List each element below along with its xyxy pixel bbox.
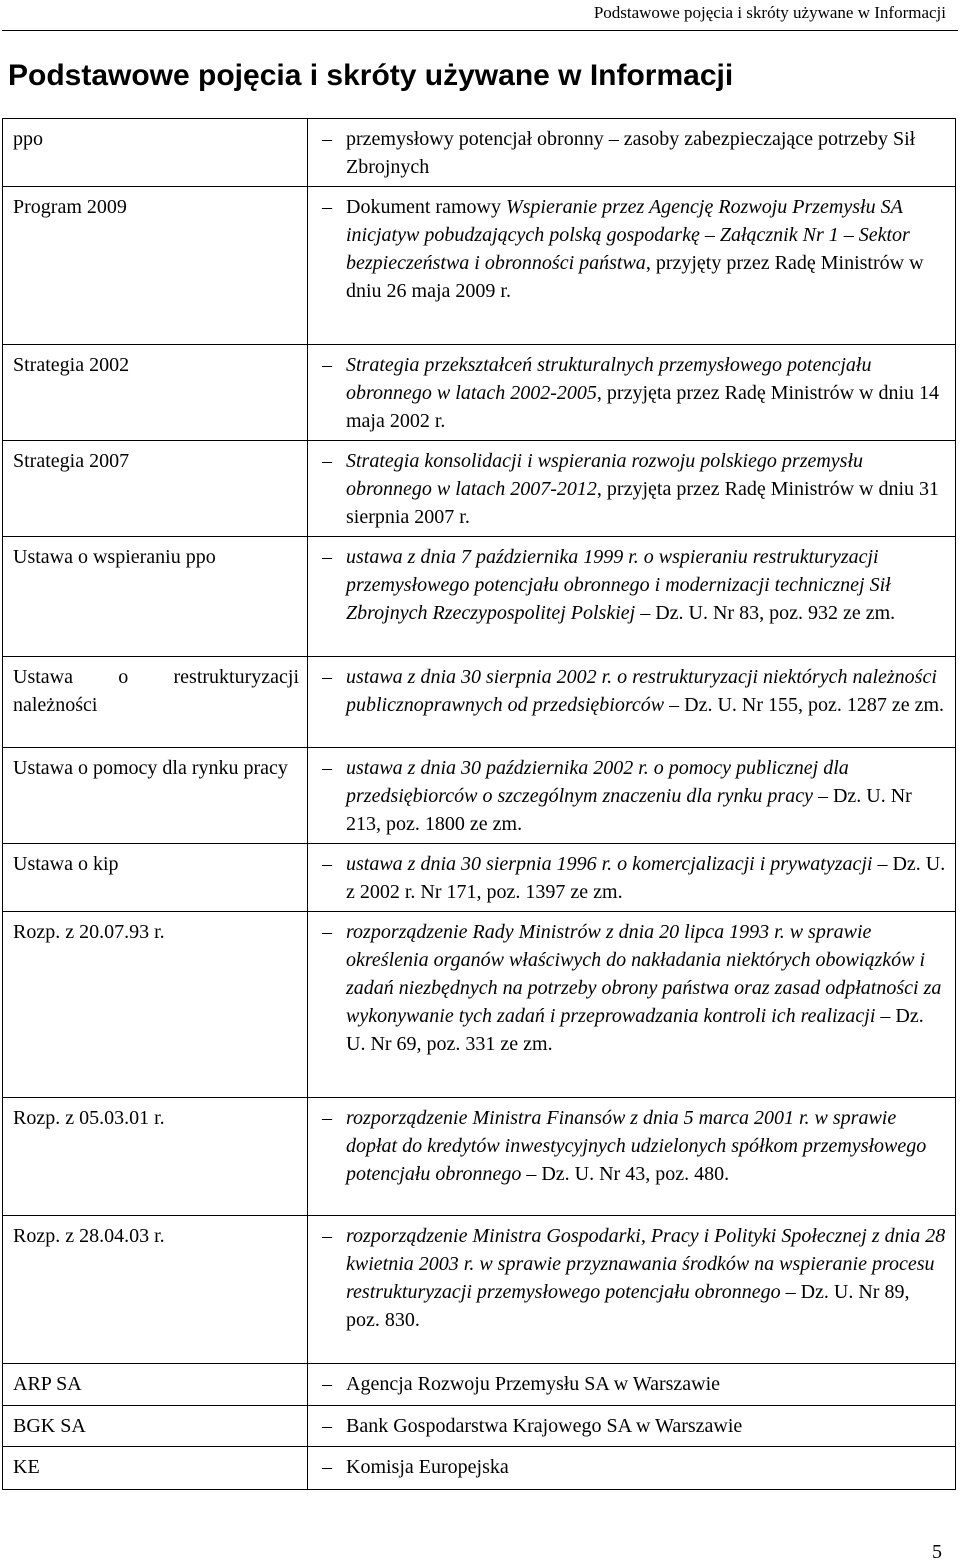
table-row — [3, 441, 956, 537]
table-row — [3, 1406, 956, 1447]
table-row — [3, 1098, 956, 1216]
term-cell — [3, 912, 308, 1098]
definition-dash: – — [322, 354, 332, 376]
definition-italic-segment: ustawa z dnia 30 października 2002 r. o pomocy publicznej dla przedsiębiorców o szczególnym znaczeniu dla rynku pracy — [346, 757, 849, 807]
header-rule — [2, 30, 958, 31]
term-cell — [3, 657, 308, 748]
definition-dash: – — [322, 1373, 332, 1395]
term-label: Strategia 2007 — [13, 450, 130, 472]
term-label: ppo — [13, 128, 43, 150]
definition-italic-segment: ustawa z dnia 30 sierpnia 2002 r. o restrukturyzacji niektórych należności publicznoprawnych od przedsiębiorców — [346, 666, 937, 716]
definition-dash: – — [322, 128, 332, 150]
definition-italic-segment: ustawa z dnia 30 sierpnia 1996 r. o komercjalizacji i prywatyzacji — [346, 853, 873, 875]
table-row — [3, 657, 956, 748]
definition-segment: , przyjęty przez Radę Ministrów w dniu 26 maja 2009 r. — [346, 252, 924, 302]
definition-cell — [308, 119, 956, 187]
definition-segment: , przyjęta przez Radę Ministrów w dniu 14 maja 2002 r. — [346, 382, 940, 432]
table-row — [3, 537, 956, 657]
definition-segment: – Dz. U. Nr 43, poz. 480. — [521, 1163, 730, 1185]
definition-cell — [308, 537, 956, 657]
definition-cell — [308, 1216, 956, 1364]
page-title: Podstawowe pojęcia i skróty używane w Informacji — [8, 59, 734, 92]
term-label: ARP SA — [13, 1373, 82, 1395]
table-row — [3, 1216, 956, 1364]
definition-dash: – — [322, 450, 332, 472]
table-row — [3, 119, 956, 187]
term-cell — [3, 748, 308, 844]
table-row — [3, 345, 956, 441]
definition-segment: – Dz. U. Nr 83, poz. 932 ze zm. — [635, 602, 896, 624]
table-row — [3, 1364, 956, 1406]
table-row — [3, 748, 956, 844]
definition-dash: – — [322, 1107, 332, 1129]
term-label: Ustawa o wspieraniu ppo — [13, 546, 216, 568]
definition-cell — [308, 187, 956, 345]
definition-segment: Bank Gospodarstwa Krajowego SA w Warszawie — [346, 1415, 743, 1437]
definition-segment: – Dz. U. Nr 155, poz. 1287 ze zm. — [664, 694, 945, 716]
definition-italic-segment: rozporządzenie Rady Ministrów z dnia 20 lipca 1993 r. w sprawie określenia organów właściwych do nakładania niektórych obowiązków i zadań niezbędnych na potrzeby obrony państwa oraz zasad odpłatności za wykonywanie tych zadań i przeprowadzania kontroli ich realizacji — [346, 921, 942, 1027]
definition-segment: – Dz. U. Nr 89, poz. 830. — [346, 1281, 910, 1331]
definition-segment: przemysłowy potencjał obronny – zasoby zabezpieczające potrzeby Sił Zbrojnych — [346, 128, 916, 178]
definition-text — [322, 918, 947, 1058]
definition-dash: – — [322, 1456, 332, 1478]
definition-dash: – — [322, 196, 332, 218]
definition-italic-segment: rozporządzenie Ministra Gospodarki, Pracy i Polityki Społecznej z dnia 28 kwietnia 2003 r. w sprawie przyznawania środków na wspieranie procesu restrukturyzacji przemysłowego potencjału obronnego — [346, 1225, 946, 1303]
definition-italic-segment: Wspieranie przez Agencję Rozwoju Przemysłu SA inicjatyw pobudzających polską gospodarkę – Załącznik Nr 1 – Sektor bezpieczeństwa i obronności państwa — [346, 196, 910, 274]
term-cell — [3, 187, 308, 345]
term-label: Program 2009 — [13, 196, 127, 218]
definition-dash: – — [322, 853, 332, 875]
definition-text — [322, 351, 947, 435]
definition-cell — [308, 657, 956, 748]
term-label: Ustawa o restrukturyzacji należności — [13, 666, 299, 716]
definition-segment: , przyjęta przez Radę Ministrów w dniu 31 sierpnia 2007 r. — [346, 478, 940, 528]
page-number: 5 — [932, 1541, 942, 1563]
definition-cell — [308, 748, 956, 844]
definition-cell — [308, 441, 956, 537]
table-row — [3, 912, 956, 1098]
definition-segment: – Dz. U. Nr 213, poz. 1800 ze zm. — [346, 785, 912, 835]
definition-text — [322, 1453, 947, 1481]
term-cell — [3, 1406, 308, 1447]
definition-text — [322, 754, 947, 838]
table-row — [3, 1447, 956, 1490]
term-label: BGK SA — [13, 1415, 86, 1437]
term-label: Strategia 2002 — [13, 354, 130, 376]
definition-cell — [308, 345, 956, 441]
definition-segment: – Dz. U. Nr 69, poz. 331 ze zm. — [346, 1005, 924, 1055]
definition-segment: – Dz. U. z 2002 r. Nr 171, poz. 1397 ze zm. — [346, 853, 946, 903]
term-label: Ustawa o pomocy dla rynku pracy — [13, 757, 288, 779]
definition-dash: – — [322, 921, 332, 943]
definition-cell — [308, 1406, 956, 1447]
definition-italic-segment: Strategia przekształceń strukturalnych przemysłowego potencjału obronnego w latach 2002-2005 — [346, 354, 872, 404]
definition-dash: – — [322, 1225, 332, 1247]
term-cell — [3, 1216, 308, 1364]
term-cell — [3, 1447, 308, 1490]
glossary-body — [3, 119, 956, 1490]
term-cell — [3, 844, 308, 912]
definition-cell — [308, 1447, 956, 1490]
definition-italic-segment: ustawa z dnia 7 października 1999 r. o wspieraniu restrukturyzacji przemysłowego potencjału obronnego i modernizacji technicznej Sił Zbrojnych Rzeczypospolitej Polskiej — [346, 546, 891, 624]
definition-text — [322, 193, 947, 305]
term-cell — [3, 537, 308, 657]
definition-cell — [308, 1364, 956, 1406]
definition-dash: – — [322, 546, 332, 568]
definition-segment: Agencja Rozwoju Przemysłu SA w Warszawie — [346, 1373, 721, 1395]
definition-segment: Komisja Europejska — [346, 1456, 509, 1478]
definition-text — [322, 125, 947, 181]
definition-text — [322, 543, 947, 627]
glossary-table — [2, 118, 956, 1490]
term-label: Rozp. z 20.07.93 r. — [13, 921, 165, 943]
definition-text — [322, 850, 947, 906]
definition-dash: – — [322, 1415, 332, 1437]
definition-cell — [308, 1098, 956, 1216]
definition-text — [322, 447, 947, 531]
term-label: Ustawa o kip — [13, 853, 119, 875]
table-row — [3, 844, 956, 912]
term-cell — [3, 441, 308, 537]
definition-italic-segment: Strategia konsolidacji i wspierania rozwoju polskiego przemysłu obronnego w latach 2007-2012 — [346, 450, 864, 500]
definition-text — [322, 1412, 947, 1440]
term-cell — [3, 345, 308, 441]
definition-dash: – — [322, 757, 332, 779]
term-label: KE — [13, 1456, 40, 1478]
definition-text — [322, 1370, 947, 1398]
definition-cell — [308, 912, 956, 1098]
definition-text — [322, 663, 947, 719]
term-label: Rozp. z 05.03.01 r. — [13, 1107, 165, 1129]
definition-text — [322, 1104, 947, 1188]
definition-text — [322, 1222, 947, 1334]
term-cell — [3, 119, 308, 187]
definition-cell — [308, 844, 956, 912]
term-cell — [3, 1098, 308, 1216]
term-label: Rozp. z 28.04.03 r. — [13, 1225, 165, 1247]
table-row — [3, 187, 956, 345]
running-header: Podstawowe pojęcia i skróty używane w Informacji — [593, 3, 946, 22]
definition-segment: Dokument ramowy — [346, 196, 506, 218]
definition-dash: – — [322, 666, 332, 688]
term-cell — [3, 1364, 308, 1406]
definition-italic-segment: rozporządzenie Ministra Finansów z dnia 5 marca 2001 r. w sprawie dopłat do kredytów inwestycyjnych udzielonych spółkom przemysłowego potencjału obronnego — [346, 1107, 927, 1185]
